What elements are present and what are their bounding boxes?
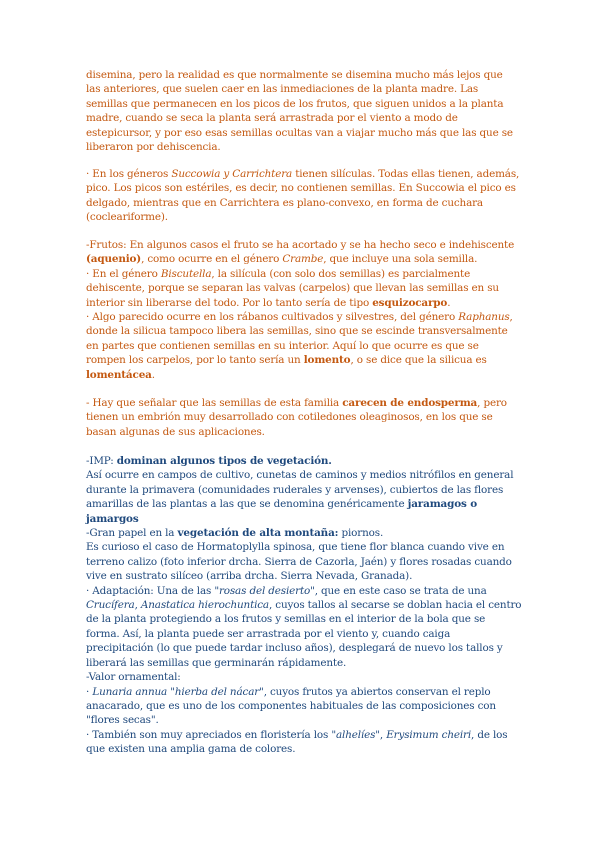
text-line: "flores secas".: [86, 714, 159, 727]
text-run: ,: [509, 311, 513, 324]
text-line: [86, 497, 518, 511]
term-jaramagos: jaramagos o: [407, 498, 477, 511]
text-line: [86, 267, 518, 281]
text-run: -Gran papel en la: [86, 527, 178, 540]
text-line: madre, cuando se seca la planta será arrastrada por el viento a modo de: [86, 112, 458, 125]
text-line: [86, 512, 518, 526]
text-line: [86, 296, 518, 310]
paragraph-importance: [86, 454, 522, 757]
text-run: ·: [86, 685, 93, 698]
text-line: basan algunas de sus aplicaciones.: [86, 425, 265, 438]
common-name: "alhelíes": [331, 728, 380, 741]
species-name: Anastatica hierochuntica: [140, 599, 269, 612]
text-run: .: [447, 296, 451, 309]
text-run: , cuyos tallos al secarse se doblan hacia el centro: [268, 599, 522, 612]
text-run: , cuyos frutos ya abiertos conservan el replo: [263, 685, 491, 698]
text-line: estepicursor, y por eso esas semillas ocultas van a viajar mucho más que las que se: [86, 126, 513, 139]
text-line: de la planta protegiendo a los frutos y semillas en el interior de la bola que se: [86, 613, 486, 626]
term-endosperm: carecen de endosperma: [342, 397, 478, 409]
text-line: [86, 353, 518, 367]
text-run: · En los géneros: [86, 168, 172, 180]
text-run: interior sin liberarse del todo. Por lo tanto sería de tipo: [86, 296, 373, 309]
text-line: [86, 598, 522, 612]
text-run: rompen los carpelos, por lo tanto sería un: [86, 354, 304, 367]
text-run: , la silícula (con solo dos semillas) es parcialmente: [211, 267, 471, 280]
text-line: liberará las semillas que germinarán rápidamente.: [86, 656, 347, 669]
term-alta-montana: vegetación de alta montaña:: [177, 527, 339, 540]
text-run: , de los: [471, 728, 508, 741]
species-name: Erysimum cheiri: [386, 728, 472, 741]
genus-name: Biscutella: [160, 267, 212, 280]
term-esquizocarpo: esquizocarpo: [372, 296, 448, 309]
text-run: , que en este caso se trata de una: [314, 584, 487, 597]
text-line: terreno calizo (foto inferior drcha. Sierra de Cazorla, Jaén) y flores rosadas cuando: [86, 555, 512, 568]
text-line: que existen una amplia gama de colores.: [86, 743, 296, 756]
text-run: · En el género: [86, 267, 161, 280]
text-line: disemina, pero la realidad es que normalmente se disemina mucho más lejos que: [86, 69, 503, 81]
text-line: [86, 396, 518, 410]
text-line: [86, 685, 518, 699]
paragraph-succowia-carrichtera: [86, 167, 518, 225]
text-run: -IMP:: [86, 455, 117, 467]
text-line: [86, 728, 518, 742]
text-line: en partes que contienen semillas en su interior. Aquí lo que ocurre es que se: [86, 339, 479, 352]
text-run: piornos.: [338, 527, 384, 540]
heading-vegetation: dominan algunos tipos de vegetación.: [116, 455, 332, 467]
text-line: las anteriores, que suelen caer en las inmediaciones de la planta madre. Las: [86, 83, 479, 96]
text-line: anacarado, que es uno de los componentes habituales de las composiciones con: [86, 699, 496, 712]
text-run: , o se dice que la silicua es: [350, 354, 487, 367]
text-line: dehiscente, porque se separan las valvas (carpelos) que llevan las semillas en su: [86, 282, 499, 295]
text-line: vive en sustrato silíceo (arriba drcha. Sierra Nevada, Granada).: [86, 570, 413, 583]
term-lomentacea: lomentácea: [86, 368, 152, 381]
text-line: [86, 252, 518, 266]
text-line: semillas que permanecen en los picos de los frutos, que siguen unidos a la planta: [86, 97, 504, 110]
term-lomento: lomento: [303, 354, 351, 367]
text-run: , pero: [477, 397, 507, 409]
paragraph-fruits: [86, 238, 518, 382]
term-aquenio: (aquenio): [86, 253, 142, 266]
text-run: - Hay que señalar que las semillas de esta familia: [86, 397, 343, 409]
text-line: -Frutos: En algunos casos el fruto se ha acortado y se ha hecho seco e indehiscente: [86, 239, 515, 251]
text-line: delgado, mientras que en Carrichtera es plano-convexo, en forma de cuchara: [86, 196, 483, 209]
text-line: [86, 526, 518, 540]
text-run: · También son muy apreciados en floristería los: [86, 728, 332, 741]
genus-name: Raphanus: [458, 311, 510, 324]
text-line: liberaron por dehiscencia.: [86, 141, 221, 154]
species-name: Lunaria annua "hierba del nácar": [92, 685, 264, 698]
text-line: forma. Así, la planta puede ser arrastrada por el viento y, cuando caiga: [86, 627, 451, 640]
term-jamargos: jamargos: [86, 512, 139, 525]
text-run: ,: [379, 728, 387, 741]
text-line: durante la primavera (comunidades ruderales y arvenses), cubiertos de las flores: [86, 483, 504, 496]
text-line: (cocleariforme).: [86, 211, 168, 224]
text-line: donde la silicua tampoco libera las semillas, sino que se escinde transversalmente: [86, 325, 508, 338]
text-line: precipitación (lo que puede tardar incluso años), desplegará de nuevo los tallos y: [86, 642, 503, 655]
text-line: -Valor ornamental:: [86, 671, 181, 684]
text-line: pico. Los picos son estériles, es decir, no contienen semillas. En Succowia el pico es: [86, 182, 516, 195]
text-run: · Algo parecido ocurre en los rábanos cultivados y silvestres, del género: [86, 311, 459, 324]
text-line: tienen un embrión muy desarrollado con cotiledones oleaginosos, en los que se: [86, 411, 493, 424]
paragraph-seeds-endosperm: [86, 396, 518, 439]
text-run: tienen silículas. Todas ellas tienen, además,: [292, 168, 520, 180]
common-name: "rosas del desierto": [214, 584, 315, 597]
text-line: [86, 454, 518, 468]
paragraph-seed-dispersal: [86, 68, 518, 154]
text-run: · Adaptación: Una de las: [86, 584, 215, 597]
text-line: [86, 584, 518, 598]
text-run: , que incluye una sola semilla.: [323, 253, 478, 266]
text-run: amarillas de las plantas a las que se denomina genéricamente: [86, 498, 408, 511]
text-line: [86, 368, 518, 382]
text-run: .: [151, 368, 155, 381]
genus-name: Crambe: [282, 253, 324, 266]
text-run: , como ocurre en el género: [141, 253, 283, 266]
family-name: Crucífera: [86, 599, 135, 612]
text-run: ,: [134, 599, 141, 612]
text-line: [86, 310, 518, 324]
genus-name: Succowia y Carrichtera: [171, 168, 293, 180]
text-line: [86, 167, 518, 181]
text-line: Así ocurre en campos de cultivo, cunetas de caminos y medios nitrófilos en general: [86, 469, 514, 482]
text-line: Es curioso el caso de Hormatoplylla spinosa, que tiene flor blanca cuando vive en: [86, 541, 505, 554]
